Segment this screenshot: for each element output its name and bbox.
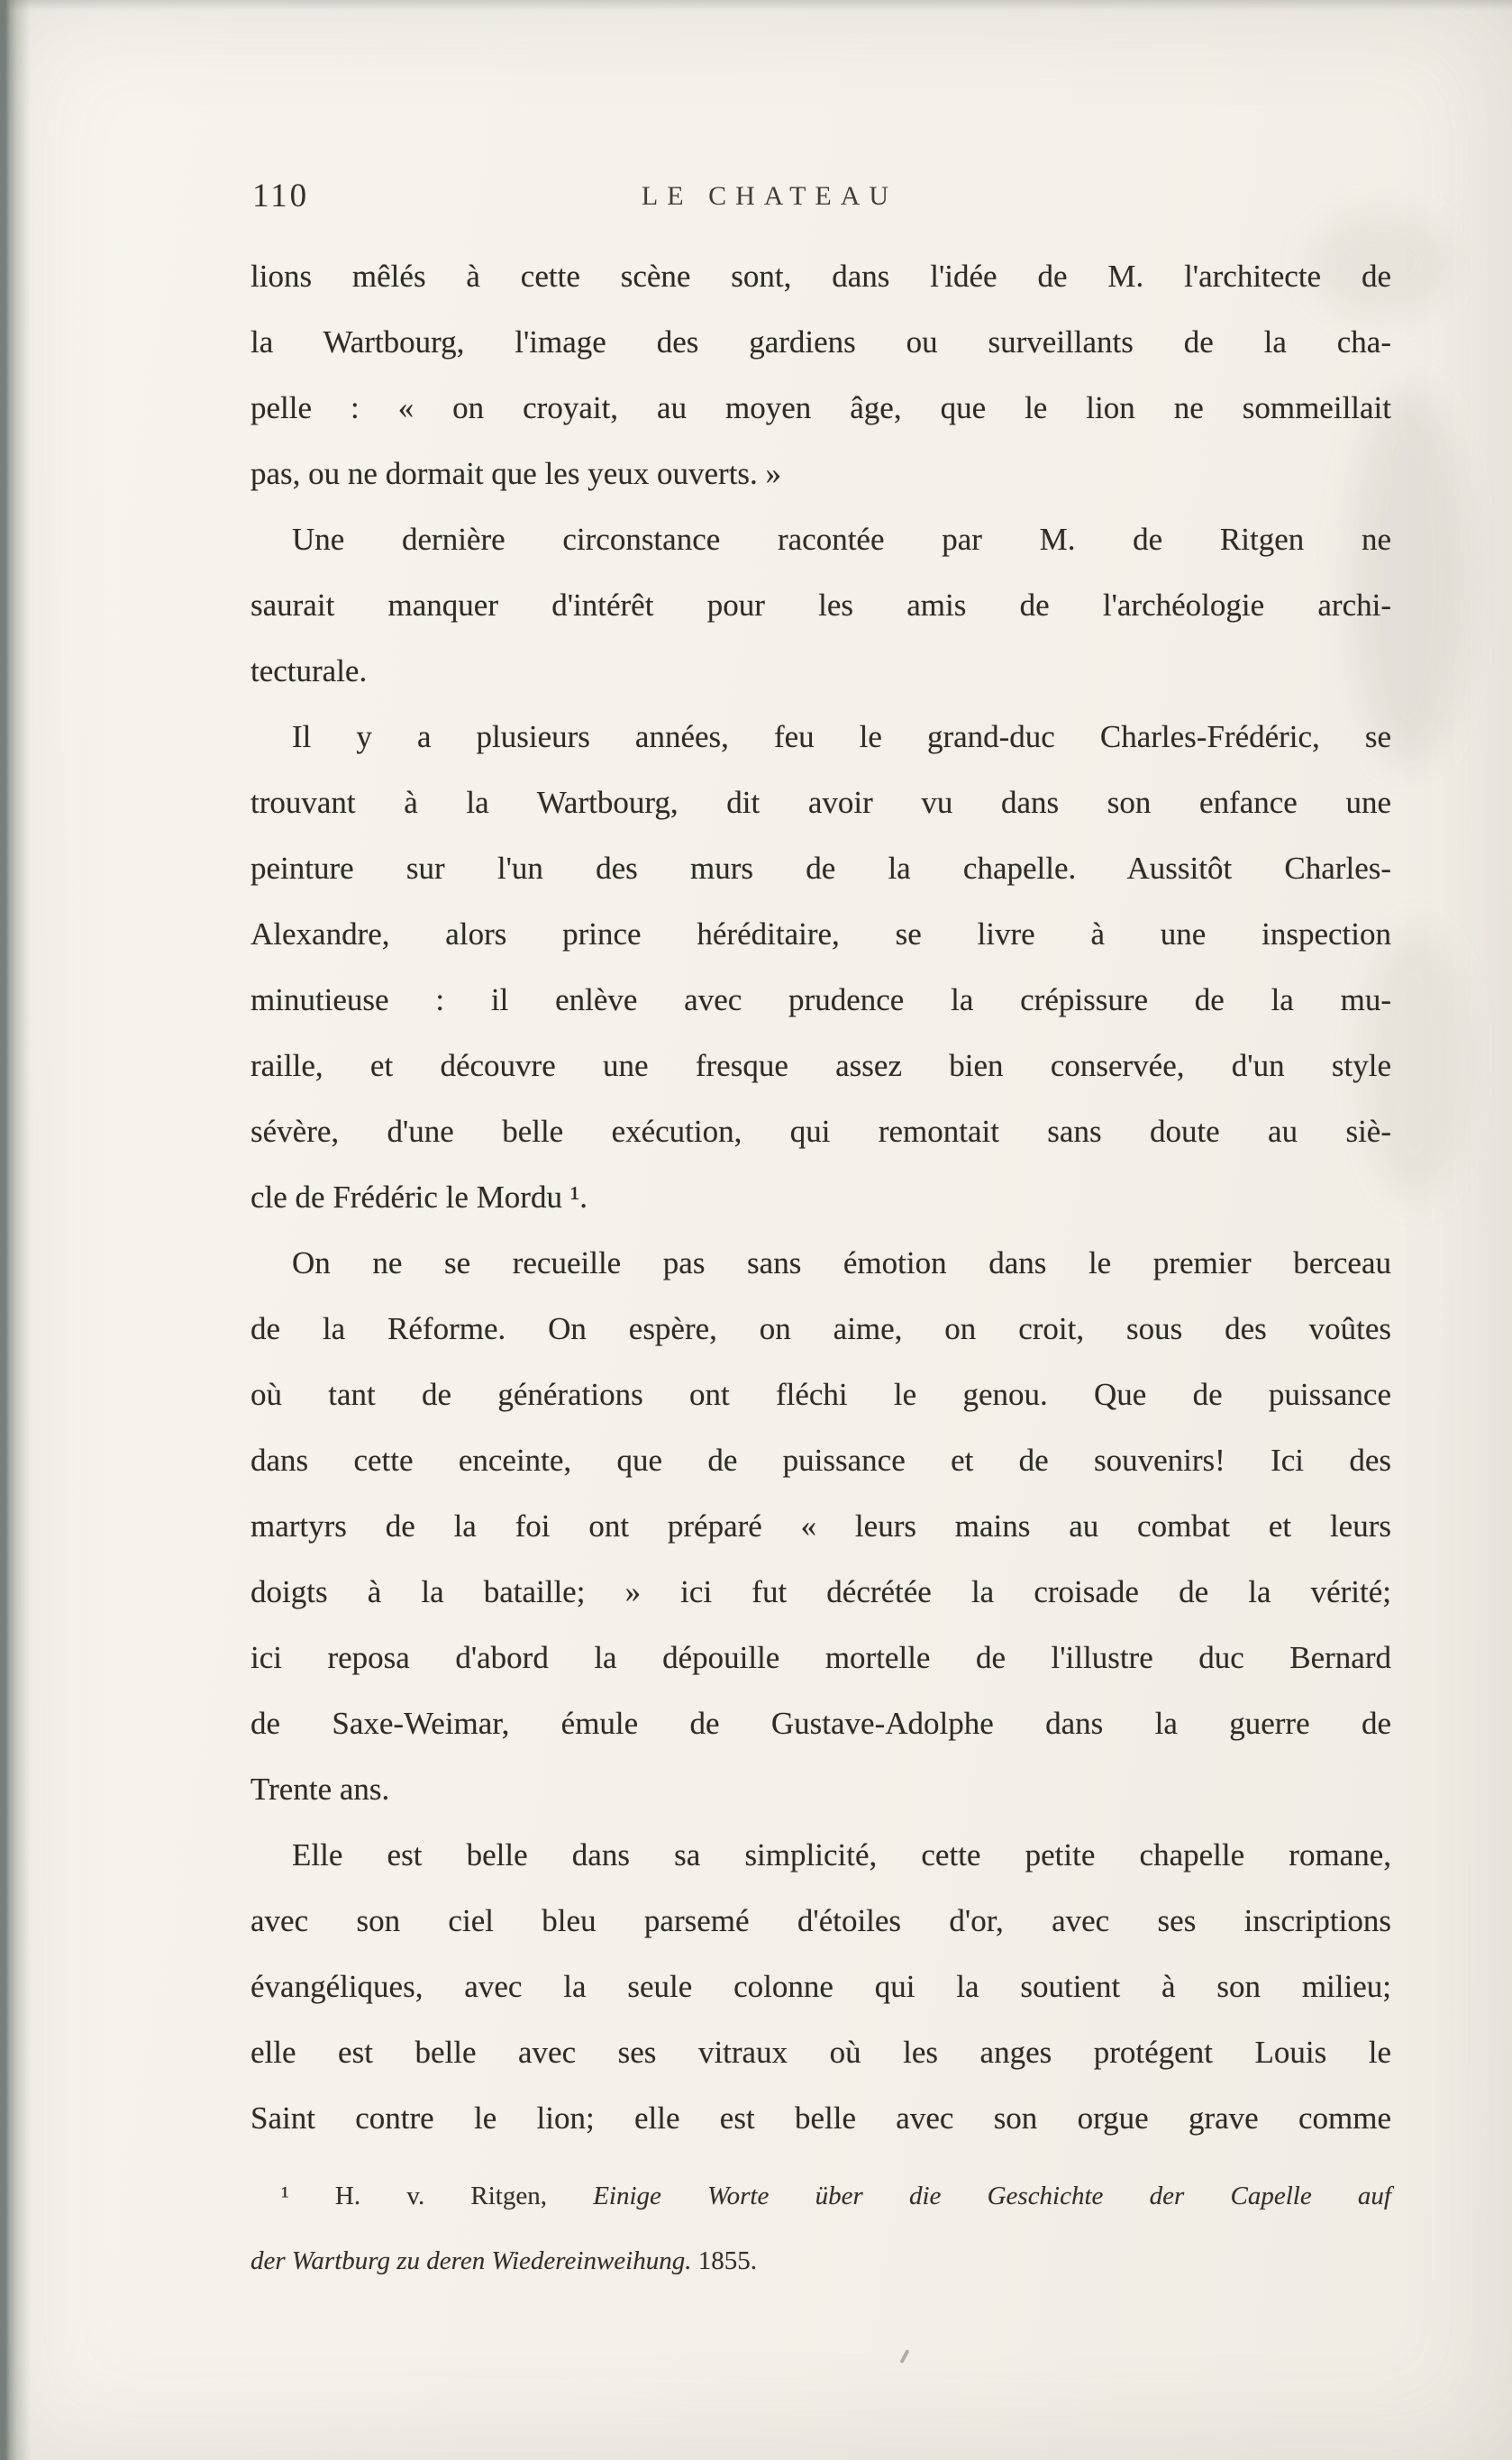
running-header	[250, 177, 1391, 216]
footnote-line	[250, 2164, 1391, 2228]
text-line: Saint contre le lion; elle est belle avec son orgue grave comme	[250, 2100, 1391, 2136]
paragraph	[250, 243, 1391, 506]
footnote	[250, 2164, 1391, 2293]
text-line: martyrs de la foi ont préparé « leurs mains au combat et leurs	[250, 1508, 1391, 1544]
footnote-citation-roman: ¹ H. v. Ritgen,	[281, 2182, 594, 2210]
text-line: de Saxe-Weimar, émule de Gustave-Adolphe dans la guerre de	[250, 1706, 1391, 1741]
text-line: doigts à la bataille; » ici fut décrétée la croisade de la vérité;	[250, 1574, 1391, 1609]
scan-edge-left	[0, 0, 31, 2460]
footnote-date: 1855.	[691, 2246, 757, 2275]
text-line: évangéliques, avec la seule colonne qui la soutient à son milieu;	[250, 1969, 1391, 2004]
text-line: Une dernière circonstance racontée par M. de Ritgen ne	[292, 522, 1391, 557]
page-number: 110	[252, 178, 310, 214]
text-line: raille, et découvre une fresque assez bien conservée, d'un style	[250, 1048, 1391, 1083]
text-block	[250, 0, 1391, 2293]
text-line: ici reposa d'abord la dépouille mortelle de l'illustre duc Bernard	[250, 1640, 1391, 1675]
text-line: où tant de générations ont fléchi le genou. Que de puissance	[250, 1377, 1391, 1412]
text-line: la Wartbourg, l'image des gardiens ou surveillants de la cha-	[250, 324, 1391, 360]
text-line: lions mêlés à cette scène sont, dans l'idée de M. l'architecte de	[250, 259, 1391, 294]
text-line: avec son ciel bleu parsemé d'étoiles d'or, avec ses inscriptions	[250, 1903, 1391, 1938]
text-line: On ne se recueille pas sans émotion dans le premier berceau	[292, 1245, 1391, 1280]
paragraph	[250, 506, 1391, 704]
text-line: tecturale.	[250, 653, 368, 688]
text-line: trouvant à la Wartbourg, dit avoir vu dans son enfance une	[250, 785, 1391, 820]
text-line: dans cette enceinte, que de puissance et de souvenirs! Ici des	[250, 1443, 1391, 1478]
body-text	[250, 243, 1391, 2151]
text-line: de la Réforme. On espère, on aime, on croit, sous des voûtes	[250, 1311, 1391, 1346]
footnote-line	[250, 2228, 1391, 2293]
footnote-title-italic: Einige Worte über die Geschichte der Capelle auf	[593, 2182, 1391, 2210]
text-line: pas, ou ne dormait que les yeux ouverts. »	[250, 456, 782, 491]
text-line: sévère, d'une belle exécution, qui remontait sans doute au siè-	[250, 1114, 1391, 1149]
paragraph	[250, 1822, 1391, 2151]
paragraph	[250, 704, 1391, 1230]
text-line: Il y a plusieurs années, feu le grand-duc Charles-Frédéric, se	[292, 719, 1391, 754]
paragraph	[250, 1230, 1391, 1822]
text-line: pelle : « on croyait, au moyen âge, que le lion ne sommeillait	[250, 390, 1391, 425]
text-line: peinture sur l'un des murs de la chapelle. Aussitôt Charles-	[250, 851, 1391, 886]
text-line: cle de Frédéric le Mordu ¹.	[250, 1180, 587, 1215]
text-line: Trente ans.	[250, 1772, 390, 1807]
scan-speck	[899, 2349, 909, 2364]
text-line: Alexandre, alors prince héréditaire, se livre à une inspection	[250, 916, 1391, 952]
running-title: LE CHATEAU	[641, 181, 898, 211]
text-line: saurait manquer d'intérêt pour les amis de l'archéologie archi-	[250, 588, 1391, 623]
text-line: Elle est belle dans sa simplicité, cette petite chapelle romane,	[292, 1837, 1391, 1872]
footnote-title-italic: der Wartburg zu deren Wiedereinweihung.	[250, 2246, 692, 2275]
text-line: elle est belle avec ses vitraux où les anges protégent Louis le	[250, 2035, 1391, 2070]
text-line: minutieuse : il enlève avec prudence la crépissure de la mu-	[250, 982, 1391, 1017]
